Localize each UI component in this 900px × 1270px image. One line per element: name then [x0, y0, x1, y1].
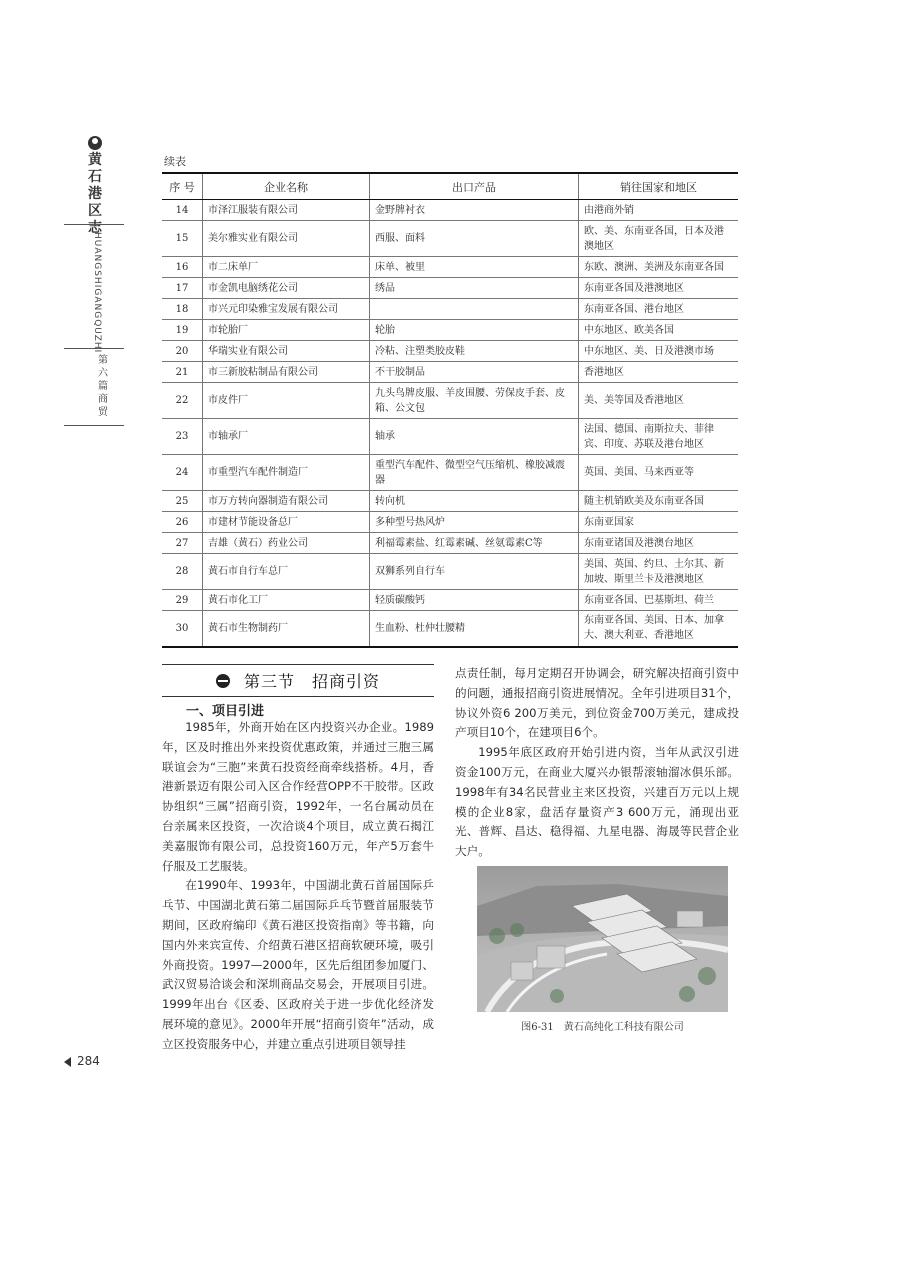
- page-arrow-icon: [64, 1057, 71, 1067]
- table-row: [162, 590, 738, 611]
- export-product-cell: 利福霉素盐、红霉素碱、丝氨霉素C等: [370, 533, 579, 554]
- export-product-cell: 转向机: [370, 491, 579, 512]
- divider: [64, 425, 124, 426]
- enterprise-name-cell: 美尔雅实业有限公司: [203, 221, 370, 257]
- enterprise-name-cell: 市金凯电脑绣花公司: [203, 278, 370, 299]
- markets-cell: 东南亚国家: [579, 512, 739, 533]
- row-number-cell: 14: [162, 200, 203, 221]
- enterprise-name-cell: 黄石市自行车总厂: [203, 554, 370, 590]
- markets-cell: 中东地区、欧美各国: [579, 320, 739, 341]
- part-label: 第六篇 商贸: [98, 355, 108, 418]
- export-product-cell: 九头鸟牌皮服、羊皮围腰、劳保皮手套、皮箱、公文包: [370, 383, 579, 419]
- export-product-cell: 双狮系列自行车: [370, 554, 579, 590]
- book-logo-icon: [88, 136, 102, 150]
- table-row: [162, 221, 738, 257]
- enterprise-name-cell: 市重型汽车配件制造厂: [203, 455, 370, 491]
- page-number: [64, 1054, 100, 1068]
- enterprise-name-cell: 市三新胶粘制品有限公司: [203, 362, 370, 383]
- export-product-cell: 生血粉、杜仲壮腰精: [370, 611, 579, 647]
- enterprise-name-cell: 市轴承厂: [203, 419, 370, 455]
- table-row: [162, 512, 738, 533]
- export-product-cell: 绣品: [370, 278, 579, 299]
- factory-aerial-image: [477, 866, 728, 1012]
- row-number-cell: 24: [162, 455, 203, 491]
- subheading: 一、项目引进: [186, 704, 265, 719]
- factory-aerial-photo: [477, 866, 728, 1012]
- table-row: [162, 419, 738, 455]
- paragraph: 1985年，外商开始在区内投资兴办企业。1989年，区及时推出外来投资优惠政策，并通过三胞三属联谊会为“三胞”来黄石投资经商牵线搭桥。4月，香港新景迈有限公司入区合作经营OPP不干胶带。区政协组织“三属”招商引资，1992年，一名台属动员在台亲属来区投资，一次洽谈4个项目，成立黄石揭江美嘉服饰有限公司，总投资160万元，年产5万套牛仔服及工艺服装。: [162, 720, 434, 873]
- markets-cell: 法国、德国、南斯拉夫、菲律宾、印度、苏联及港台地区: [579, 419, 739, 455]
- export-products-table: [162, 172, 738, 648]
- table-row: [162, 341, 738, 362]
- table-row: [162, 611, 738, 647]
- row-number-cell: 28: [162, 554, 203, 590]
- export-product-cell: 轻质碳酸钙: [370, 590, 579, 611]
- markets-cell: 由港商外销: [579, 200, 739, 221]
- table-row: [162, 455, 738, 491]
- column-header: 企业名称: [203, 173, 370, 200]
- divider: [64, 224, 124, 225]
- markets-cell: 随主机销欧美及东南亚各国: [579, 491, 739, 512]
- markets-cell: 东南亚诸国及港澳台地区: [579, 533, 739, 554]
- markets-cell: 东南亚各国及港澳地区: [579, 278, 739, 299]
- markets-cell: 东欧、澳洲、美洲及东南亚各国: [579, 257, 739, 278]
- row-number-cell: 15: [162, 221, 203, 257]
- row-number-cell: 23: [162, 419, 203, 455]
- row-number-cell: 29: [162, 590, 203, 611]
- export-product-cell: 多种型号热风炉: [370, 512, 579, 533]
- row-number-cell: 25: [162, 491, 203, 512]
- enterprise-name-cell: 市轮胎厂: [203, 320, 370, 341]
- export-product-cell: 轮胎: [370, 320, 579, 341]
- figure-caption: 图6-31 黄石高纯化工科技有限公司: [521, 1022, 684, 1033]
- table-body: [162, 200, 738, 647]
- markets-cell: 东南亚各国、港台地区: [579, 299, 739, 320]
- section-title: 第三节 招商引资: [243, 672, 380, 691]
- export-product-cell: 西服、面料: [370, 221, 579, 257]
- table-row: [162, 533, 738, 554]
- column-header: 出口产品: [370, 173, 579, 200]
- table-continued-label: 续表: [164, 155, 186, 168]
- row-number-cell: 18: [162, 299, 203, 320]
- paragraph: 在1990年、1993年，中国湖北黄石首届国际乒乓节、中国湖北黄石第二届国际乒乓节暨首届服装节期间，区政府编印《黄石港区投资指南》等书籍，向国内外来宾宣传、介绍黄石港区招商软硬环境，吸引外商投资。1997—2000年，区先后组团参加厦门、武汉贸易洽谈会和深圳商品交易会，开展项目引进。1999年出台《区委、区政府关于进一步优化经济发展环境的意见》。2000年开展“招商引资年”活动，成立区投资服务中心，并建立重点引进项目领导挂: [162, 878, 434, 1051]
- enterprise-name-cell: 市万方转向器制造有限公司: [203, 491, 370, 512]
- paragraph: 1995年底区政府开始引进内资，当年从武汉引进资金100万元，在商业大厦兴办银帮滚轴溜冰俱乐部。1998年有34名民营业主来区投资，兴建百万元以上规模的企业8家，盘活存量资产3 600万元，涌现出亚光、普辉、昌达、稳得福、九星电器、海晟等民营企业大户。: [455, 745, 739, 859]
- table-row: [162, 299, 738, 320]
- book-title-pinyin: HUANGSHIGANGQUZHI: [92, 232, 102, 354]
- table-row: [162, 278, 738, 299]
- markets-cell: 英国、美国、马来西亚等: [579, 455, 739, 491]
- table-row: [162, 383, 738, 419]
- table-row: [162, 554, 738, 590]
- row-number-cell: 22: [162, 383, 203, 419]
- table-header-row: [162, 173, 738, 200]
- export-product-cell: 轴承: [370, 419, 579, 455]
- row-number-cell: 17: [162, 278, 203, 299]
- markets-cell: 美、美等国及香港地区: [579, 383, 739, 419]
- divider: [64, 348, 124, 349]
- row-number-cell: 27: [162, 533, 203, 554]
- export-product-cell: [370, 299, 579, 320]
- column-header: 销往国家和地区: [579, 173, 739, 200]
- enterprise-name-cell: 市建材节能设备总厂: [203, 512, 370, 533]
- table-row: [162, 257, 738, 278]
- markets-cell: 美国、英国、约旦、土尔其、新加坡、斯里兰卡及港澳地区: [579, 554, 739, 590]
- paragraph: 点责任制，每月定期召开协调会，研究解决招商引资中的问题，通报招商引资进展情况。全年引进项目31个，协议外资6 200万美元，到位资金700万美元，建成投产项目10个，在建项目6个。: [455, 666, 739, 740]
- enterprise-name-cell: 黄石市化工厂: [203, 590, 370, 611]
- enterprise-name-cell: 市兴元印染雅宝发展有限公司: [203, 299, 370, 320]
- row-number-cell: 16: [162, 257, 203, 278]
- enterprise-name-cell: 吉雄（黄石）药业公司: [203, 533, 370, 554]
- export-product-cell: 不干胶制品: [370, 362, 579, 383]
- table-row: [162, 320, 738, 341]
- row-number-cell: 21: [162, 362, 203, 383]
- row-number-cell: 26: [162, 512, 203, 533]
- column-header: 序 号: [162, 173, 203, 200]
- export-product-cell: 金野牌衬衣: [370, 200, 579, 221]
- table-row: [162, 200, 738, 221]
- row-number-cell: 19: [162, 320, 203, 341]
- enterprise-name-cell: 华瑞实业有限公司: [203, 341, 370, 362]
- enterprise-name-cell: 黄石市生物制药厂: [203, 611, 370, 647]
- markets-cell: 中东地区、美、日及港澳市场: [579, 341, 739, 362]
- table-row: [162, 362, 738, 383]
- markets-cell: 东南亚各国、美国、日本、加拿大、澳大利亚、香港地区: [579, 611, 739, 647]
- table-row: [162, 491, 738, 512]
- markets-cell: 东南亚各国、巴基斯坦、荷兰: [579, 590, 739, 611]
- left-column: [162, 718, 434, 1055]
- enterprise-name-cell: 市皮件厂: [203, 383, 370, 419]
- page-number-text: 284: [77, 1054, 100, 1068]
- row-number-cell: 20: [162, 341, 203, 362]
- markets-cell: 欧、美、东南亚各国，日本及港澳地区: [579, 221, 739, 257]
- book-title: 黄石港区志: [88, 152, 102, 236]
- section-header: [162, 664, 434, 697]
- enterprise-name-cell: 市泽江服装有限公司: [203, 200, 370, 221]
- export-product-cell: 床单、被里: [370, 257, 579, 278]
- export-product-cell: 重型汽车配件、微型空气压缩机、橡胶减震器: [370, 455, 579, 491]
- right-column: [455, 664, 739, 862]
- section-mark-icon: [216, 674, 230, 688]
- export-product-cell: 冷粘、注塑类胶皮鞋: [370, 341, 579, 362]
- enterprise-name-cell: 市二床单厂: [203, 257, 370, 278]
- markets-cell: 香港地区: [579, 362, 739, 383]
- row-number-cell: 30: [162, 611, 203, 647]
